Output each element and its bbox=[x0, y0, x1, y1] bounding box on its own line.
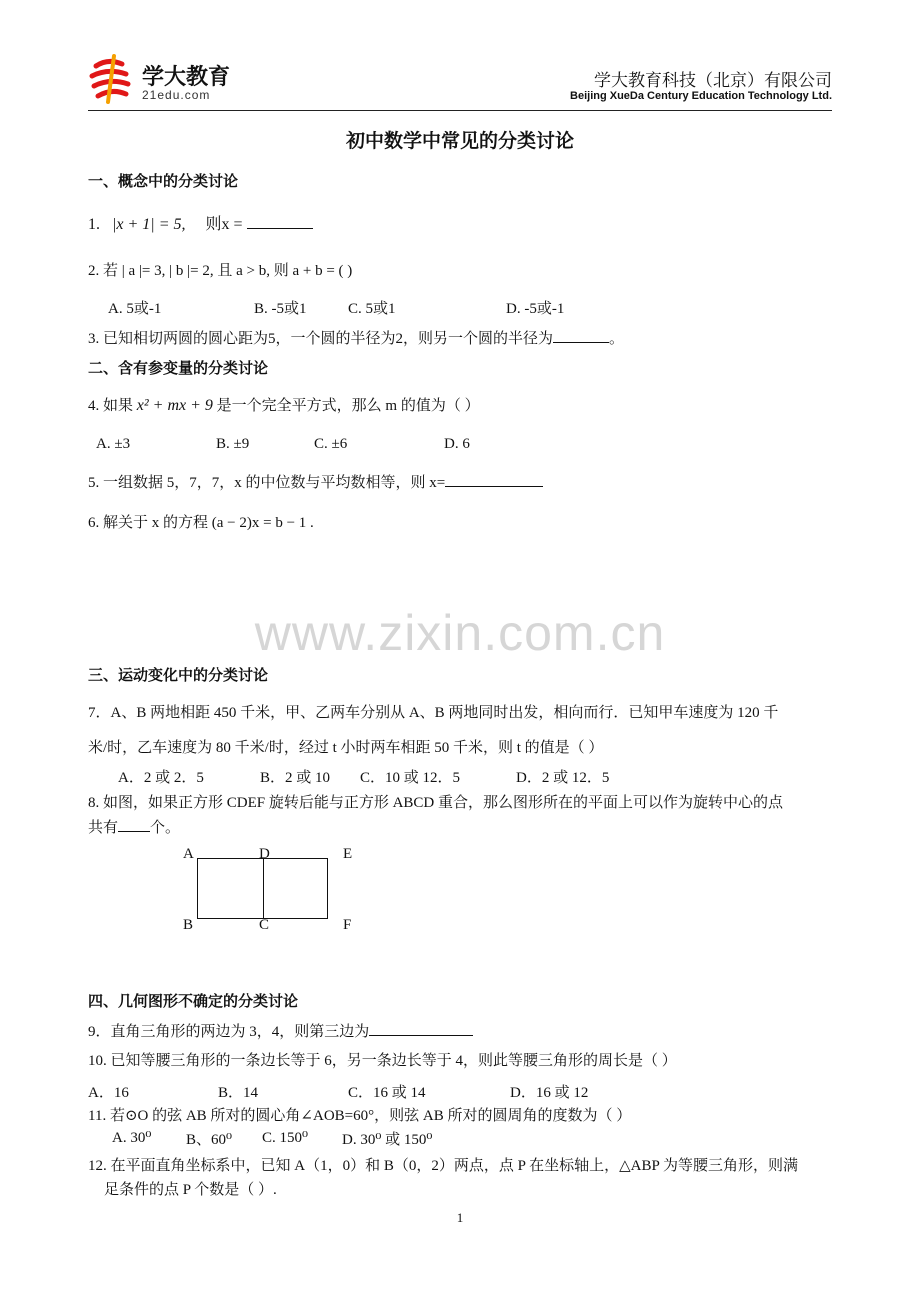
question-text: 4. 如果 bbox=[88, 398, 134, 414]
logo-url: 21edu.com bbox=[142, 88, 211, 102]
question-6: 6. 解关于 x 的方程 (a − 2)x = b − 1 . bbox=[88, 515, 314, 531]
section-heading-4: 四、几何图形不确定的分类讨论 bbox=[88, 992, 299, 1010]
section-heading-3: 三、运动变化中的分类讨论 bbox=[88, 666, 269, 684]
question-end: 。 bbox=[609, 331, 625, 347]
question-text: 9．直角三角形的两边为 3，4，则第三边为 bbox=[88, 1024, 370, 1040]
option: C．16 或 14 bbox=[348, 1085, 426, 1101]
option: C. 5或1 bbox=[348, 301, 396, 317]
option: A. 5或-1 bbox=[108, 301, 162, 317]
option: B. ±9 bbox=[216, 436, 250, 452]
square-cdef bbox=[262, 858, 328, 919]
squares-figure bbox=[180, 844, 360, 938]
math-expression: x² + mx + 9 bbox=[136, 397, 213, 414]
question-3 bbox=[88, 327, 624, 348]
logo bbox=[88, 52, 248, 108]
option: D. -5或-1 bbox=[506, 301, 565, 317]
header-divider bbox=[88, 110, 832, 111]
section-heading-2: 二、含有参变量的分类讨论 bbox=[88, 359, 269, 377]
question-7-line-2: 米/时，乙车速度为 80 千米/时，经过 t 小时两车相距 50 千米，则 t 的值是（ ） bbox=[88, 740, 604, 756]
option: B、60⁰ bbox=[186, 1132, 233, 1148]
question-text: 共有 bbox=[88, 820, 119, 836]
option: D．2 或 12．5 bbox=[516, 770, 610, 786]
question-7-line-1: 7．A、B 两地相距 450 千米，甲、乙两车分别从 A、B 两地同时出发，相向而行．已知甲车速度为 120 千 bbox=[88, 705, 779, 721]
vertex-label-c: C bbox=[259, 917, 270, 933]
section-heading-1: 一、概念中的分类讨论 bbox=[88, 172, 239, 190]
option: A. ±3 bbox=[96, 436, 131, 452]
question-10: 10. 已知等腰三角形的一条边长等于 6，另一条边长等于 4，则此等腰三角形的周长是（ ） bbox=[88, 1053, 677, 1069]
question-number: 1. bbox=[88, 216, 100, 233]
option: A．16 bbox=[88, 1085, 129, 1101]
question-8-line-2 bbox=[88, 816, 180, 837]
vertex-label-f: F bbox=[343, 917, 352, 933]
vertex-label-a: A bbox=[183, 846, 194, 862]
question-8-line-1: 8. 如图，如果正方形 CDEF 旋转后能与正方形 ABCD 重合，那么图形所在的平面上可以作为旋转中心的点 bbox=[88, 795, 784, 811]
question-12-line-1: 12. 在平面直角坐标系中，已知 A（1，0）和 B（0，2）两点，点 P 在坐标轴上，△ABP 为等腰三角形，则满 bbox=[88, 1158, 799, 1174]
page-number: 1 bbox=[456, 1210, 464, 1225]
option: C. ±6 bbox=[314, 436, 348, 452]
vertex-label-d: D bbox=[259, 846, 270, 862]
question-1 bbox=[88, 211, 313, 234]
watermark: www.zixin.com.cn bbox=[254, 605, 666, 661]
company-name-en: Beijing XueDa Century Education Technology Ltd. bbox=[570, 90, 832, 102]
question-4 bbox=[88, 394, 480, 415]
option: D. 6 bbox=[444, 436, 470, 452]
vertex-label-b: B bbox=[183, 917, 194, 933]
question-text: 3. 已知相切两圆的圆心距为5，一个圆的半径为2，则另一个圆的半径为 bbox=[88, 331, 554, 347]
option: D．16 或 12 bbox=[510, 1085, 589, 1101]
option: C. 150⁰ bbox=[262, 1130, 309, 1146]
question-5 bbox=[88, 471, 543, 492]
option: A．2 或 2．5 bbox=[118, 770, 204, 786]
option: B．14 bbox=[218, 1085, 259, 1101]
question-text: 则x = bbox=[205, 216, 243, 233]
math-expression: |x + 1| = 5, bbox=[112, 216, 186, 233]
option: A. 30⁰ bbox=[112, 1130, 152, 1146]
question-text: 5. 一组数据 5，7，7，x 的中位数与平均数相等，则 x= bbox=[88, 475, 446, 491]
answer-blank bbox=[369, 1021, 473, 1036]
option: B．2 或 10 bbox=[260, 770, 331, 786]
question-text: 个。 bbox=[150, 820, 181, 836]
question-11: 11. 若⊙O 的弦 AB 所对的圆心角∠AOB=60°，则弦 AB 所对的圆周角的度数为（ ） bbox=[88, 1108, 632, 1124]
vertex-label-e: E bbox=[343, 846, 353, 862]
answer-blank bbox=[553, 328, 609, 343]
option: C．10 或 12．5 bbox=[360, 770, 461, 786]
logo-mark-icon bbox=[88, 52, 134, 106]
option: D. 30⁰ 或 150⁰ bbox=[342, 1132, 433, 1148]
answer-blank bbox=[445, 472, 543, 487]
square-abcd bbox=[197, 858, 264, 919]
question-text: 是一个完全平方式，那么 m 的值为（ ） bbox=[216, 398, 480, 414]
question-2: 2. 若 | a |= 3, | b |= 2, 且 a > b, 则 a + b = ( ) bbox=[88, 263, 353, 279]
company-name-cn: 学大教育科技（北京）有限公司 bbox=[594, 71, 832, 90]
answer-blank bbox=[247, 214, 313, 229]
option: B. -5或1 bbox=[254, 301, 307, 317]
logo-text: 学大教育 bbox=[142, 64, 231, 89]
question-9 bbox=[88, 1020, 473, 1041]
page-title: 初中数学中常见的分类讨论 bbox=[345, 130, 574, 152]
question-12-line-2: 足条件的点 P 个数是（ ）. bbox=[104, 1182, 277, 1198]
answer-blank bbox=[118, 817, 150, 832]
